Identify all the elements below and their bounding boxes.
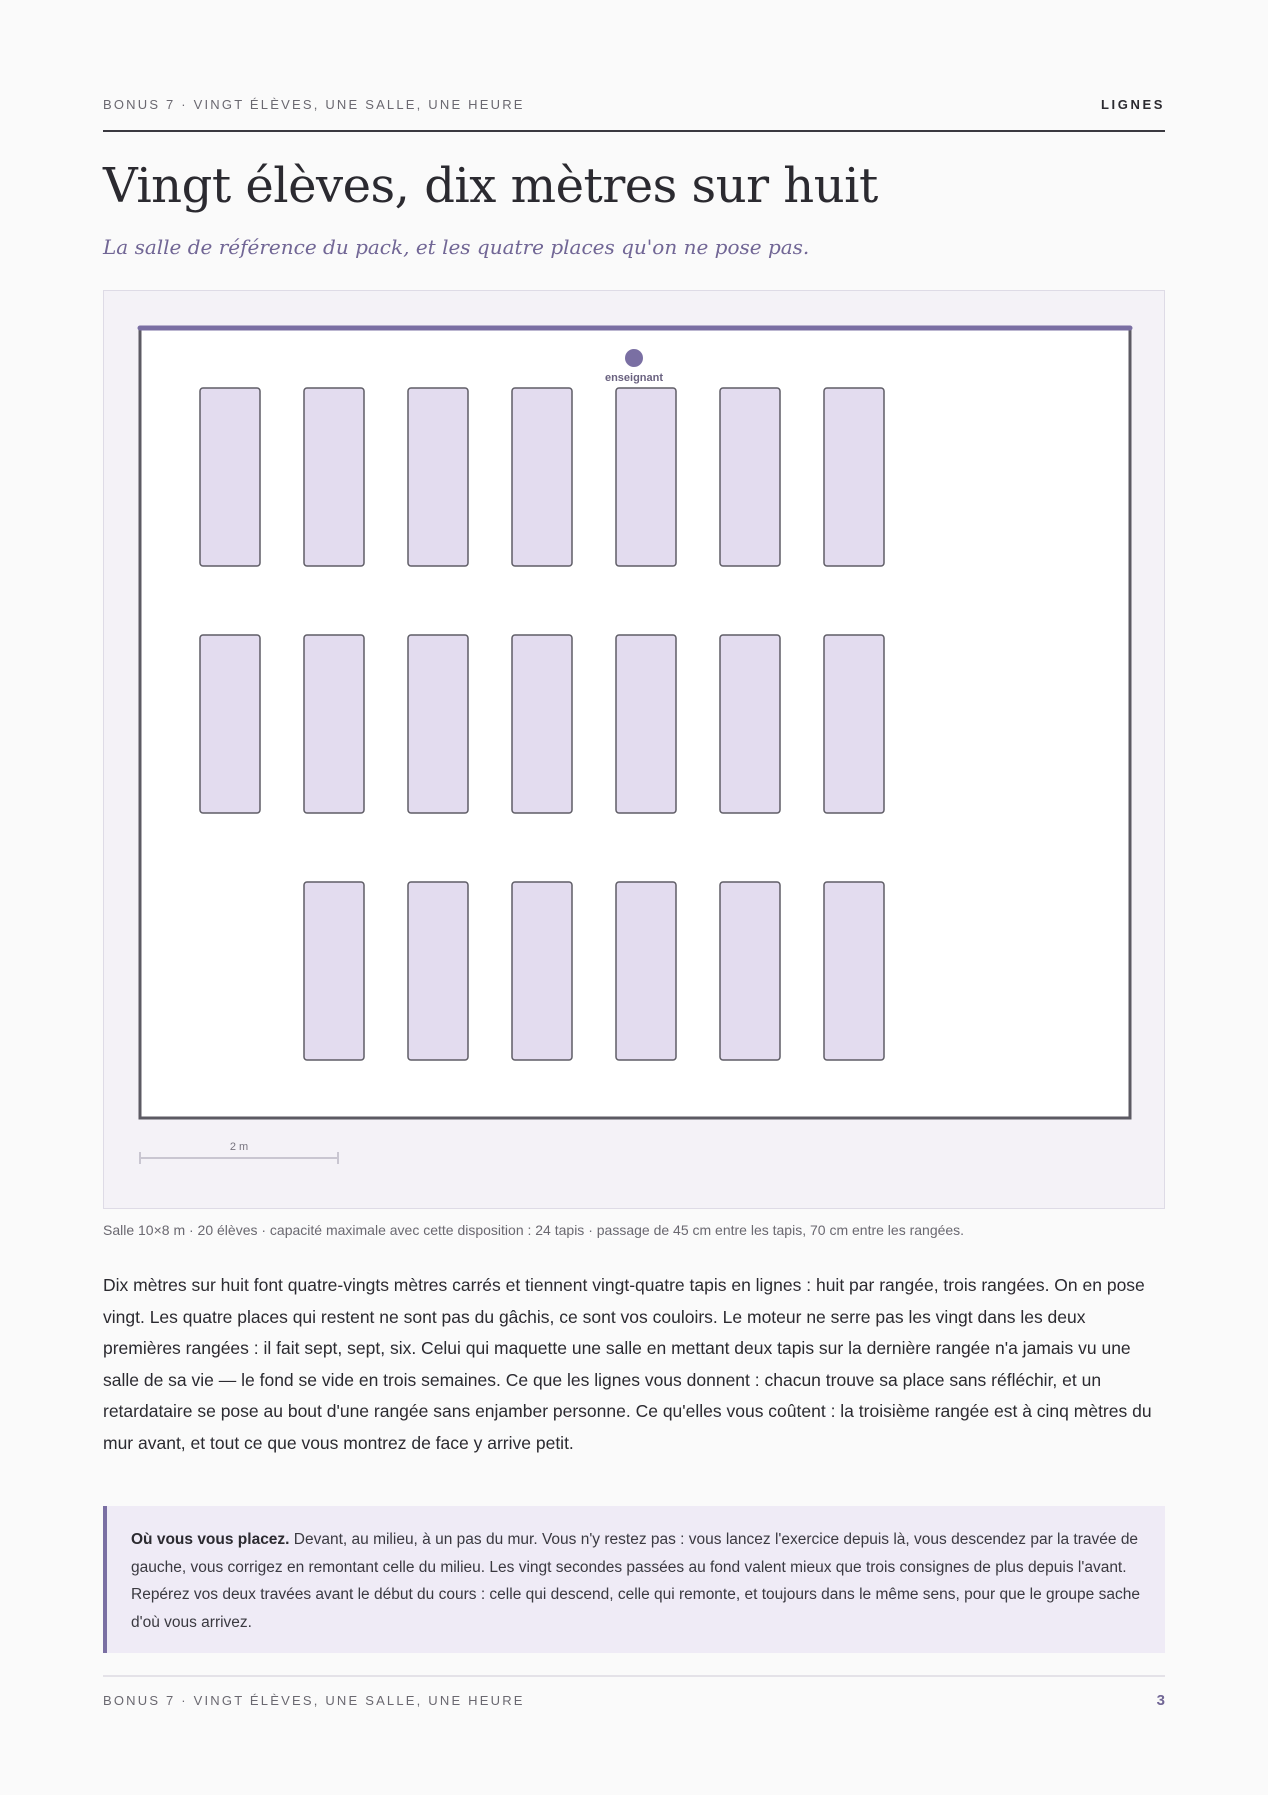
mat-row2-5	[616, 635, 676, 813]
mat-row1-1	[200, 388, 260, 566]
mat-row1-7	[824, 388, 884, 566]
page	[103, 0, 1165, 1795]
mat-row1-5	[616, 388, 676, 566]
running-footer-title: BONUS 7 · VINGT ÉLÈVES, UNE SALLE, UNE HEURE	[103, 1693, 525, 1708]
figure-caption: Salle 10×8 m · 20 élèves · capacité maximale avec cette disposition : 24 tapis · passage de 45 cm entre les tapis, 70 cm entre les rangées.	[103, 1222, 965, 1238]
teacher-label: enseignant	[604, 372, 664, 384]
floor-plan-drawing	[104, 291, 1164, 1208]
running-header	[103, 97, 1165, 112]
mat-row1-3	[408, 388, 468, 566]
mat-row3-6	[824, 882, 884, 1060]
mat-row3-1	[304, 882, 364, 1060]
mat-row1-2	[304, 388, 364, 566]
teacher-marker	[625, 349, 643, 367]
mat-row3-2	[408, 882, 468, 1060]
mat-row1-4	[512, 388, 572, 566]
running-header-section: LIGNES	[1101, 97, 1165, 112]
page-title: Vingt élèves, dix mètres sur huit	[103, 158, 878, 214]
scale-bar-label: 2 m	[229, 1141, 249, 1153]
callout-lead: Où vous vous placez.	[131, 1531, 290, 1548]
mat-row2-3	[408, 635, 468, 813]
mat-row2-2	[304, 635, 364, 813]
page-subtitle: La salle de référence du pack, et les quatre places qu'on ne pose pas.	[103, 235, 810, 259]
callout-text: Devant, au milieu, à un pas du mur. Vous n'y restez pas : vous lancez l'exercice depuis là, vous descendez par la travée de gauche, vous corrigez en remontant celle du milieu. Les vingt secondes passées au fond valent mieux que trois consignes de plus depuis l'avant. Repérez vos deux travées avant le début du cours : celle qui descend, celle qui remonte, et toujours dans le même sens, pour que le groupe sache d'où vous arrivez.	[131, 1531, 1140, 1631]
body-paragraph: Dix mètres sur huit font quatre-vingts mètres carrés et tiennent vingt-quatre tapis en lignes : huit par rangée, trois rangées. On en pose vingt. Les quatre places qui restent ne sont pas du gâchis, ce sont vos couloirs. Le moteur ne serre pas les vingt dans les deux premières rangées : il fait sept, sept, six. Celui qui maquette une salle en mettant deux tapis sur la dernière rangée n'a jamais vu une salle de sa vie — le fond se vide en trois semaines. Ce que les lignes vous donnent : chacun trouve sa place sans réfléchir, et un retardataire se pose au bout d'une rangée sans enjamber personne. Ce qu'elles vous coûtent : la troisième rangée est à cinq mètres du mur avant, et tout ce que vous montrez de face y arrive petit.	[103, 1275, 1152, 1453]
mat-row3-5	[720, 882, 780, 1060]
tip-callout	[103, 1506, 1165, 1653]
classroom-floor-plan	[103, 290, 1165, 1209]
header-rule	[103, 130, 1165, 132]
mat-row3-4	[616, 882, 676, 1060]
mat-row2-4	[512, 635, 572, 813]
mat-row1-6	[720, 388, 780, 566]
mat-row2-1	[200, 635, 260, 813]
mat-row2-6	[720, 635, 780, 813]
footer-rule	[103, 1675, 1165, 1677]
page-number: 3	[1156, 1692, 1165, 1709]
mat-row2-7	[824, 635, 884, 813]
running-header-title: BONUS 7 · VINGT ÉLÈVES, UNE SALLE, UNE HEURE	[103, 97, 525, 112]
mat-row3-3	[512, 882, 572, 1060]
running-footer	[103, 1692, 1165, 1709]
